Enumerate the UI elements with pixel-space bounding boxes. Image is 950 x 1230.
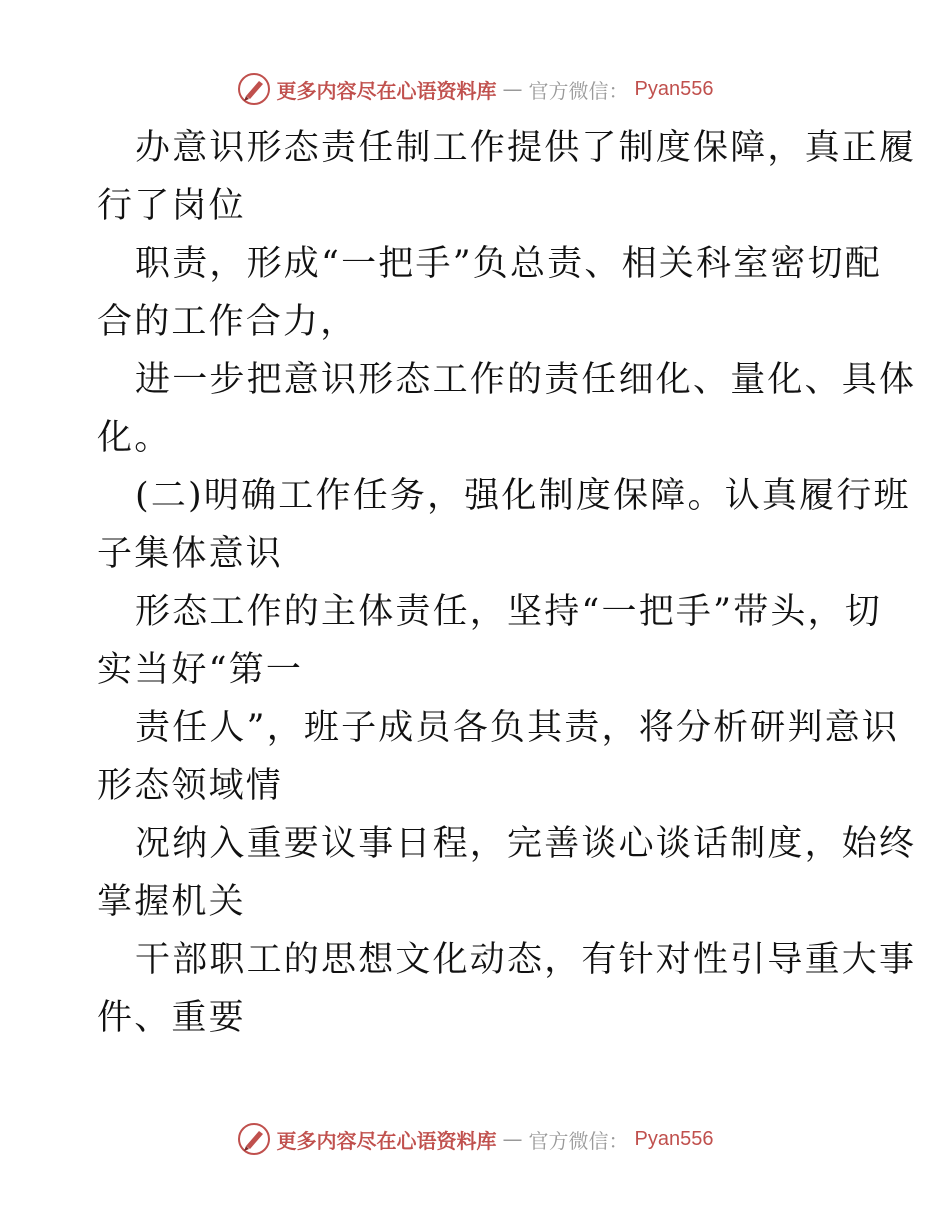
text-line: 合的工作合力，: [97, 302, 358, 342]
text-line: (二)明确工作任务，强化制度保障。认真履行班: [135, 476, 911, 516]
watermark-dash: —: [502, 77, 523, 101]
text-line: 干部职工的思想文化动态，有针对性引导重大事: [135, 940, 917, 980]
watermark-wechat-id: Pyan556: [634, 1127, 714, 1150]
text-line: 行了岗位: [97, 186, 246, 226]
watermark-text: 更多内容尽在心语资料库: [276, 78, 497, 103]
pen-logo-icon: [237, 1122, 271, 1156]
text-line: 责任人”，班子成员各负其责，将分析研判意识: [135, 708, 900, 748]
footer-watermark: [0, 1122, 950, 1156]
watermark-dash: —: [502, 1127, 523, 1151]
document-body: [97, 119, 917, 1047]
pen-logo-icon: [237, 72, 271, 106]
text-line: 职责，形成“一把手”负总责、相关科室密切配: [135, 244, 882, 284]
text-line: 进一步把意识形态工作的责任细化、量化、具体: [135, 360, 917, 400]
text-line: 件、重要: [97, 998, 246, 1038]
text-line: 办意识形态责任制工作提供了制度保障，真正履: [135, 128, 917, 168]
watermark-text: 更多内容尽在心语资料库: [276, 1128, 497, 1153]
text-line: 子集体意识: [97, 534, 284, 574]
watermark-wechat-label: 官方微信：: [528, 78, 629, 103]
text-line: 实当好“第一: [97, 650, 304, 690]
watermark-wechat-id: Pyan556: [634, 77, 714, 100]
text-line: 化。: [97, 418, 172, 458]
text-line: 形态领域情: [97, 766, 284, 806]
header-watermark: [0, 72, 950, 106]
text-line: 况纳入重要议事日程，完善谈心谈话制度，始终: [135, 824, 917, 864]
text-line: 掌握机关: [97, 882, 246, 922]
watermark-wechat-label: 官方微信：: [528, 1128, 629, 1153]
text-line: 形态工作的主体责任，坚持“一把手”带头，切: [135, 592, 882, 632]
